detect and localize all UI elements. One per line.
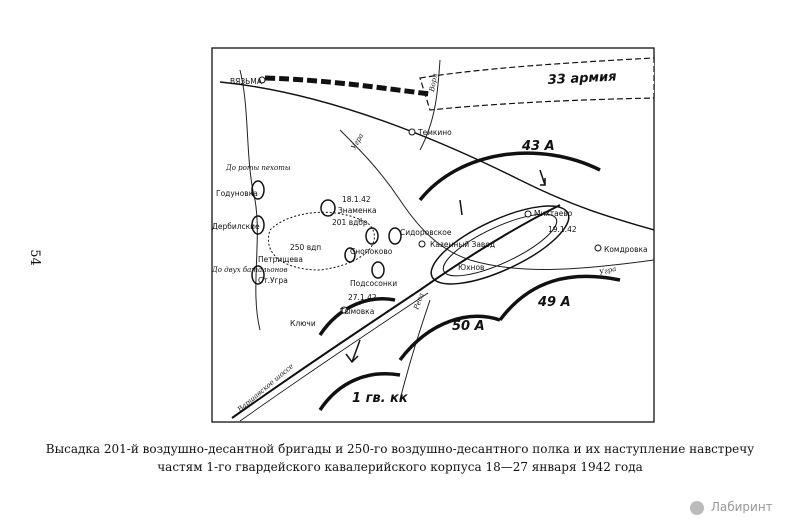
label-army-33: 33 армия: [547, 69, 617, 88]
label-unit-250: 250 вдп: [290, 243, 322, 252]
label-kmn: Комдровка: [604, 245, 648, 254]
label-vorya: Воря: [428, 72, 440, 93]
label-unit-201: 201 вдбр: [332, 218, 368, 227]
settlement-markers: [259, 77, 601, 313]
label-resa: Реса: [412, 292, 426, 311]
map-caption: [0, 440, 800, 476]
river-resa: [400, 300, 430, 400]
label-ugra-n: Угра: [349, 132, 366, 151]
label-vyazma: ВЯЗЬМА: [230, 77, 262, 86]
label-godunovka: Годуновка: [216, 189, 258, 198]
label-date-18: 18.1.42: [342, 195, 371, 204]
label-dve-batal: До двух батальонов: [212, 266, 288, 274]
label-derbilskie: Дербилские: [212, 222, 260, 231]
label-petrishevo: Петрищева: [258, 255, 303, 264]
page-number: 54: [26, 249, 42, 266]
caption-line-1: Высадка 201-й воздушно-десантной бригады и 250-го воздушно-десантного полка и их наступление навстречу: [45, 442, 755, 456]
label-klyuchi: Ключи: [290, 319, 316, 328]
arc-50: [400, 316, 500, 360]
label-kikhtevo: Михтаево: [534, 209, 573, 218]
warsaw-highway: [232, 205, 560, 418]
label-podsosonki: Подсосонки: [350, 279, 398, 288]
watermark-text: Лабиринт: [710, 500, 773, 514]
label-yukhnov: Юхнов: [458, 263, 485, 272]
label-temkino: Темкино: [418, 128, 452, 137]
arc-43: [420, 153, 600, 200]
caption-line-2: частям 1-го гвардейского кавалерийского корпуса 18—27 января 1942 года: [157, 460, 643, 474]
arrow-43: [540, 170, 545, 185]
label-army-43: 43 А: [522, 139, 555, 154]
river-west: [240, 70, 260, 330]
enemy-front-line: [265, 78, 430, 94]
arc-klyuchi: [320, 299, 395, 335]
label-snopkovo: Снопоково: [350, 247, 393, 256]
label-date-27: 27.1.42: [348, 293, 377, 302]
label-kaznoi: Казенный Завод: [430, 240, 496, 249]
label-army-50: 50 А: [452, 319, 485, 334]
label-znamenka: Знаменка: [338, 206, 377, 215]
label-date-19: 19.1.42: [548, 225, 577, 234]
label-rota: До роты пехоты: [226, 164, 291, 172]
front-band-33: [420, 58, 654, 110]
labirint-logo-icon: [690, 501, 704, 515]
label-sidorovskoe: Сидоровское: [400, 228, 452, 237]
arrow-43b: [460, 200, 462, 215]
label-tymovka: Тымовка: [340, 307, 375, 316]
label-warsaw-road: Варшавское шоссе: [236, 362, 296, 414]
label-army-49: 49 А: [538, 295, 571, 310]
label-ugra-e: Угра: [598, 264, 618, 277]
watermark: [690, 500, 773, 515]
label-st-ugra: Ст.Угра: [258, 276, 288, 285]
label-army-gk: 1 гв. кк: [352, 391, 408, 406]
